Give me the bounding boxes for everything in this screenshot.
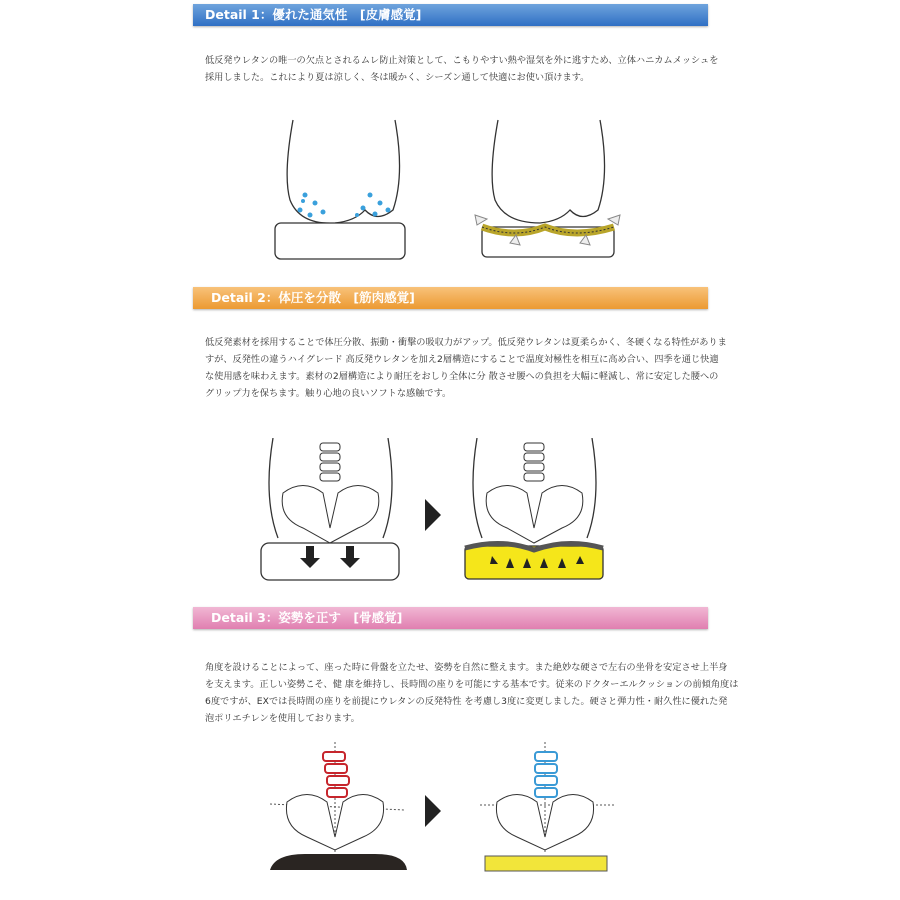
detail-2-header: Detail 2：体圧を分散 [筋肉感覚] bbox=[193, 287, 708, 309]
illustration-pelvis-dual-layer-cushion bbox=[462, 438, 607, 583]
text-line: 低反発ウレタンの唯一の欠点とされるムレ防止対策として、こもりやすい熱や湿気を外に逃すため、立体ハニカムメッシュを bbox=[205, 55, 719, 66]
text-line: グリップ力を保ちます。触り心地の良いソフトな感触です。 bbox=[205, 388, 452, 399]
text-line: を支えます。正しい姿勢こそ、健 康を維持し、長時間の座りを可能にする基本です。従来のドクターエルクッションの前傾角度は bbox=[205, 679, 739, 690]
arrow-right-icon bbox=[423, 497, 443, 533]
detail-1-header: Detail 1：優れた通気性 [皮膚感覚] bbox=[193, 4, 708, 26]
detail-2-text bbox=[205, 334, 727, 402]
text-line: 角度を設けることによって、座った時に骨盤を立たせ、姿勢を自然に整えます。また絶妙な硬さで左右の坐骨を安定させ上半身 bbox=[205, 662, 728, 673]
arrow-right-icon bbox=[423, 793, 443, 829]
text-line: 低反発素材を採用することで体圧分散、振動・衝撃の吸収力がアップ。低反発ウレタンは夏柔らかく、冬硬くなる特性がありま bbox=[205, 337, 727, 348]
text-line: な使用感を味わえます。素材の2層構造により耐圧をおしり全体に分 散させ腰への負担を大幅に軽減し、常に安定した腰への bbox=[205, 371, 719, 382]
detail-1-text bbox=[205, 52, 719, 86]
detail-3-text bbox=[205, 659, 739, 727]
illustration-pelvis-standard-cushion bbox=[258, 438, 403, 583]
text-line: 6度ですが、EXでは長時間の座りを前提にウレタンの反発特性 を考慮し3度に変更しました。硬さと弾力性・耐久性に優れた発 bbox=[205, 696, 728, 707]
illustration-sweat-standard-cushion bbox=[265, 115, 410, 265]
text-line: すが、反発性の違うハイグレード 高反発ウレタンを加え2層構造にすることで温度対極性を相互に高め合い、四季を通じ快適 bbox=[205, 354, 719, 365]
illustration-honeycomb-mesh-cushion bbox=[470, 115, 625, 265]
illustration-spine-tilted-posture bbox=[265, 742, 410, 877]
text-line: 採用しました。これにより夏は涼しく、冬は暖かく、シーズン通して快適にお使い頂けます。 bbox=[205, 72, 590, 83]
text-line: 泡ポリエチレンを使用しております。 bbox=[205, 713, 360, 724]
illustration-spine-upright-posture bbox=[475, 742, 620, 877]
detail-3-header: Detail 3：姿勢を正す [骨感覚] bbox=[193, 607, 708, 629]
